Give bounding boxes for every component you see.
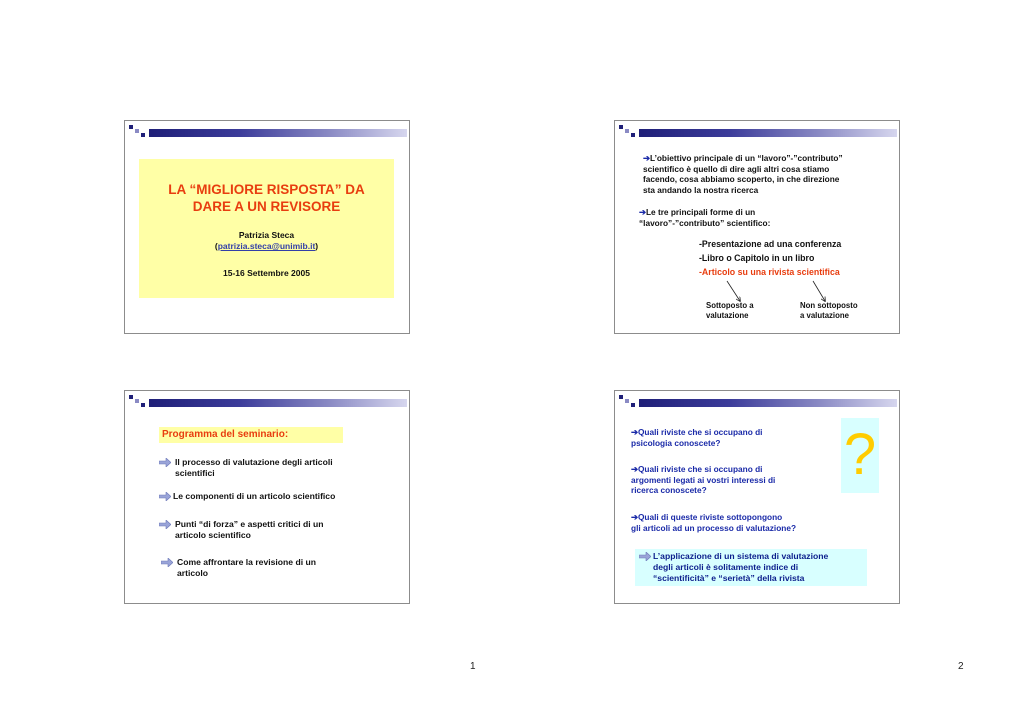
slide-header-bar xyxy=(129,395,407,407)
conclusion-box xyxy=(635,549,867,586)
reviewed-note: Sottoposto a valutazione xyxy=(706,301,754,320)
program-item-1: Il processo di valutazione degli articoli scientifici xyxy=(175,457,333,478)
pointing-hand-icon xyxy=(159,520,171,529)
not-reviewed-note: Non sottoposto a valutazione xyxy=(800,301,858,320)
seminar-date: 15-16 Settembre 2005 xyxy=(223,268,310,278)
question-3: ➔Quali di queste riviste sottopongono gli articoli ad un processo di valutazione? xyxy=(631,512,797,533)
pointing-hand-icon xyxy=(639,552,651,561)
slide-3 xyxy=(124,390,410,604)
arrow-bullet-icon: ➔ xyxy=(631,427,638,437)
slide-1 xyxy=(124,120,410,334)
forms-paragraph: ➔Le tre principali forme di un “lavoro”-”contributo” scientifico: xyxy=(639,207,771,228)
form-book: -Libro o Capitolo in un libro xyxy=(699,253,815,263)
author-name: Patrizia Steca xyxy=(238,230,295,240)
arrow-bullet-icon: ➔ xyxy=(631,512,638,522)
pointing-hand-icon xyxy=(161,558,173,567)
author-email-line: (patrizia.steca@unimib.it) xyxy=(214,241,319,251)
pointing-hand-icon xyxy=(159,458,171,467)
arrow-bullet-icon: ➔ xyxy=(643,153,650,163)
slide-header-bar xyxy=(619,395,897,407)
conclusion-text: L’applicazione di un sistema di valutazione degli articoli è solitamente indice di “scientificità” e “serietà” della rivista xyxy=(653,551,829,583)
question-2: ➔Quali riviste che si occupano di argomenti legati ai vostri interessi di ricerca conoscete? xyxy=(631,464,776,496)
page-number-2: 2 xyxy=(958,661,964,672)
email-link[interactable]: patrizia.steca@unimib.it xyxy=(217,241,316,251)
program-heading: Programma del seminario: xyxy=(159,427,343,443)
form-conference: -Presentazione ad una conferenza xyxy=(699,239,842,249)
title-box xyxy=(139,159,394,298)
program-item-4: Come affrontare la revisione di un articolo xyxy=(177,557,316,578)
form-journal-article: -Articolo su una rivista scientifica xyxy=(699,267,840,277)
slide-header-bar xyxy=(129,125,407,137)
program-item-3: Punti “di forza” e aspetti critici di un articolo scientifico xyxy=(175,519,324,540)
question-mark-box xyxy=(841,418,879,493)
arrow-bullet-icon: ➔ xyxy=(631,464,638,474)
slide-title: LA “MIGLIORE RISPOSTA” DA DARE A UN REVISORE xyxy=(168,182,365,214)
arrow-bullet-icon: ➔ xyxy=(639,207,646,217)
branch-arrows xyxy=(615,121,901,335)
question-1: ➔Quali riviste che si occupano di psicologia conoscete? xyxy=(631,427,763,448)
slide-2 xyxy=(614,120,900,334)
objective-paragraph: ➔L’obiettivo principale di un “lavoro”-”contributo” scientifico è quello di dire agli altri cosa stiamo facendo, cosa abbiamo scoperto, in che direzione sta andando la nostra ricerca xyxy=(643,153,843,195)
question-mark-icon: ? xyxy=(843,422,877,487)
pointing-hand-icon xyxy=(159,492,171,501)
page-number-1: 1 xyxy=(470,661,476,672)
slide-4 xyxy=(614,390,900,604)
program-item-2: Le componenti di un articolo scientifico xyxy=(173,491,336,501)
